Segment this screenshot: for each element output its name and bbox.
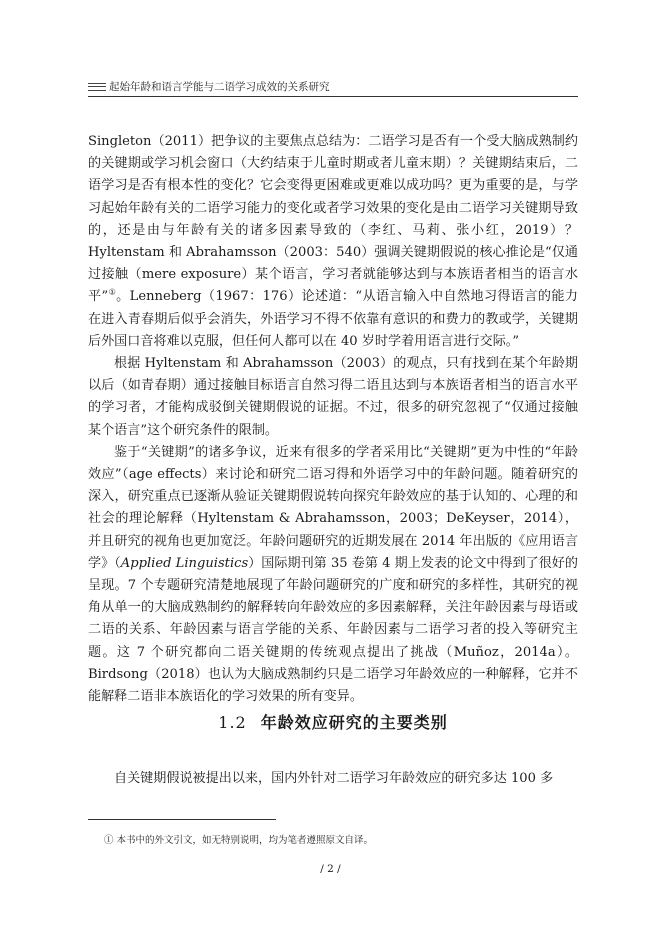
- paragraph-4: 自关键期假说被提出以来，国内外针对二语学习年龄效应的研究多达 100 多: [114, 771, 554, 786]
- footnote: [104, 834, 574, 848]
- page-number: / 2 /: [320, 863, 341, 875]
- section-number: 1.2: [218, 713, 247, 732]
- paragraph-3-text: 鉴于“关键期”的诸多争议，近来有很多的学者采用比“关键期”更为中性的“年龄效应”（age effects）来讨论和研究二语习得和外语学习中的年龄问题。随着研究的深入，研究重点已逐渐从验证关键期假说转向探究年龄效应的基于认知的、心理的和社会的理论解释（Hyltenstam & Abrahamsson，2003；DeKeyser，2014），并且研究的视角也更加宽泛。年龄问题研究的近期发展在 2014 年出版的《应用语言学》（: [88, 444, 578, 571]
- header-rule: [88, 96, 578, 97]
- paragraph-1-text-continued: 。Lenneberg（1967：176）论述道：“从语言输入中自然地习得语言的能力在进入青春期后似乎会消失，外语学习不得不依靠有意识的和费力的教或学，关键期后外国口音将难以克服，但任何人都可以在 40 岁时学着用语言进行交际。”: [88, 289, 578, 349]
- body-text: [88, 131, 578, 708]
- header-ornament-icon: [88, 83, 106, 91]
- running-header-title: 起始年龄和语言学能与二语学习成效的关系研究: [109, 81, 330, 93]
- section-heading: [88, 711, 578, 735]
- paragraph-2: 根据 Hyltenstam 和 Abrahamsson（2003）的观点，只有找到在某个年龄期以后（如青春期）通过接触目标语言自然习得二语且达到与本族语者相当的语言水平的学习者，才能构成驳倒关键期假说的证据。不过，很多的研究忽视了“仅通过接触某个语言”这个研究条件的限制。: [88, 356, 578, 438]
- footnote-text: 本书中的外文引文，如无特别说明，均为笔者遵照原文自译。: [116, 835, 374, 846]
- footnote-mark: ①: [104, 835, 114, 846]
- paragraph-1-text: Singleton（2011）把争议的主要焦点总结为：二语学习是否有一个受大脑成熟制约的关键期或学习机会窗口（大约结束于儿童时期或者儿童末期）？关键期结束后，二语学习是否有根本性的变化？它会变得更困难或更难以成功吗？更为重要的是，与学习起始年龄有关的二语学习能力的变化或者学习效果的变化是由二语学习关键期导致的，还是由与年龄有关的诸多因素导致的（李红、马莉、张小红，2019）？Hyltenstam 和 Abrahamsson（2003：540）强调关键期假说的核心推论是“仅通过接触（mere exposure）某个语言，学习者就能够达到与本族语者相当的语言水平”: [88, 134, 578, 305]
- footnote-rule: [88, 819, 276, 820]
- paragraph-3: [88, 442, 578, 708]
- footnote-reference: ①: [108, 288, 117, 298]
- journal-title: Applied Linguistics: [120, 555, 249, 571]
- paragraph-3-text-continued: ）国际期刊第 35 卷第 4 期上发表的论文中得到了很好的呈现。7 个专题研究清楚地展现了年龄问题研究的广度和研究的多样性，其研究的视角从单一的大脑成熟制约的解释转向年龄效应的多因素解释，关注年龄因素与母语或二语的关系、年龄因素与语言学能的关系、年龄因素与二语学习者的投入等研究主题。这 7 个研究都向二语关键期的传统观点提出了挑战（Muñoz，2014a）。Birdsong（2018）也认为大脑成熟制约只是二语学习年龄效应的一种解释，它并不能解释二语非本族语化的学习效果的所有变异。: [88, 555, 578, 705]
- running-header: [88, 80, 578, 94]
- paragraph-1: [88, 131, 578, 353]
- section-title: 年龄效应研究的主要类别: [260, 713, 448, 732]
